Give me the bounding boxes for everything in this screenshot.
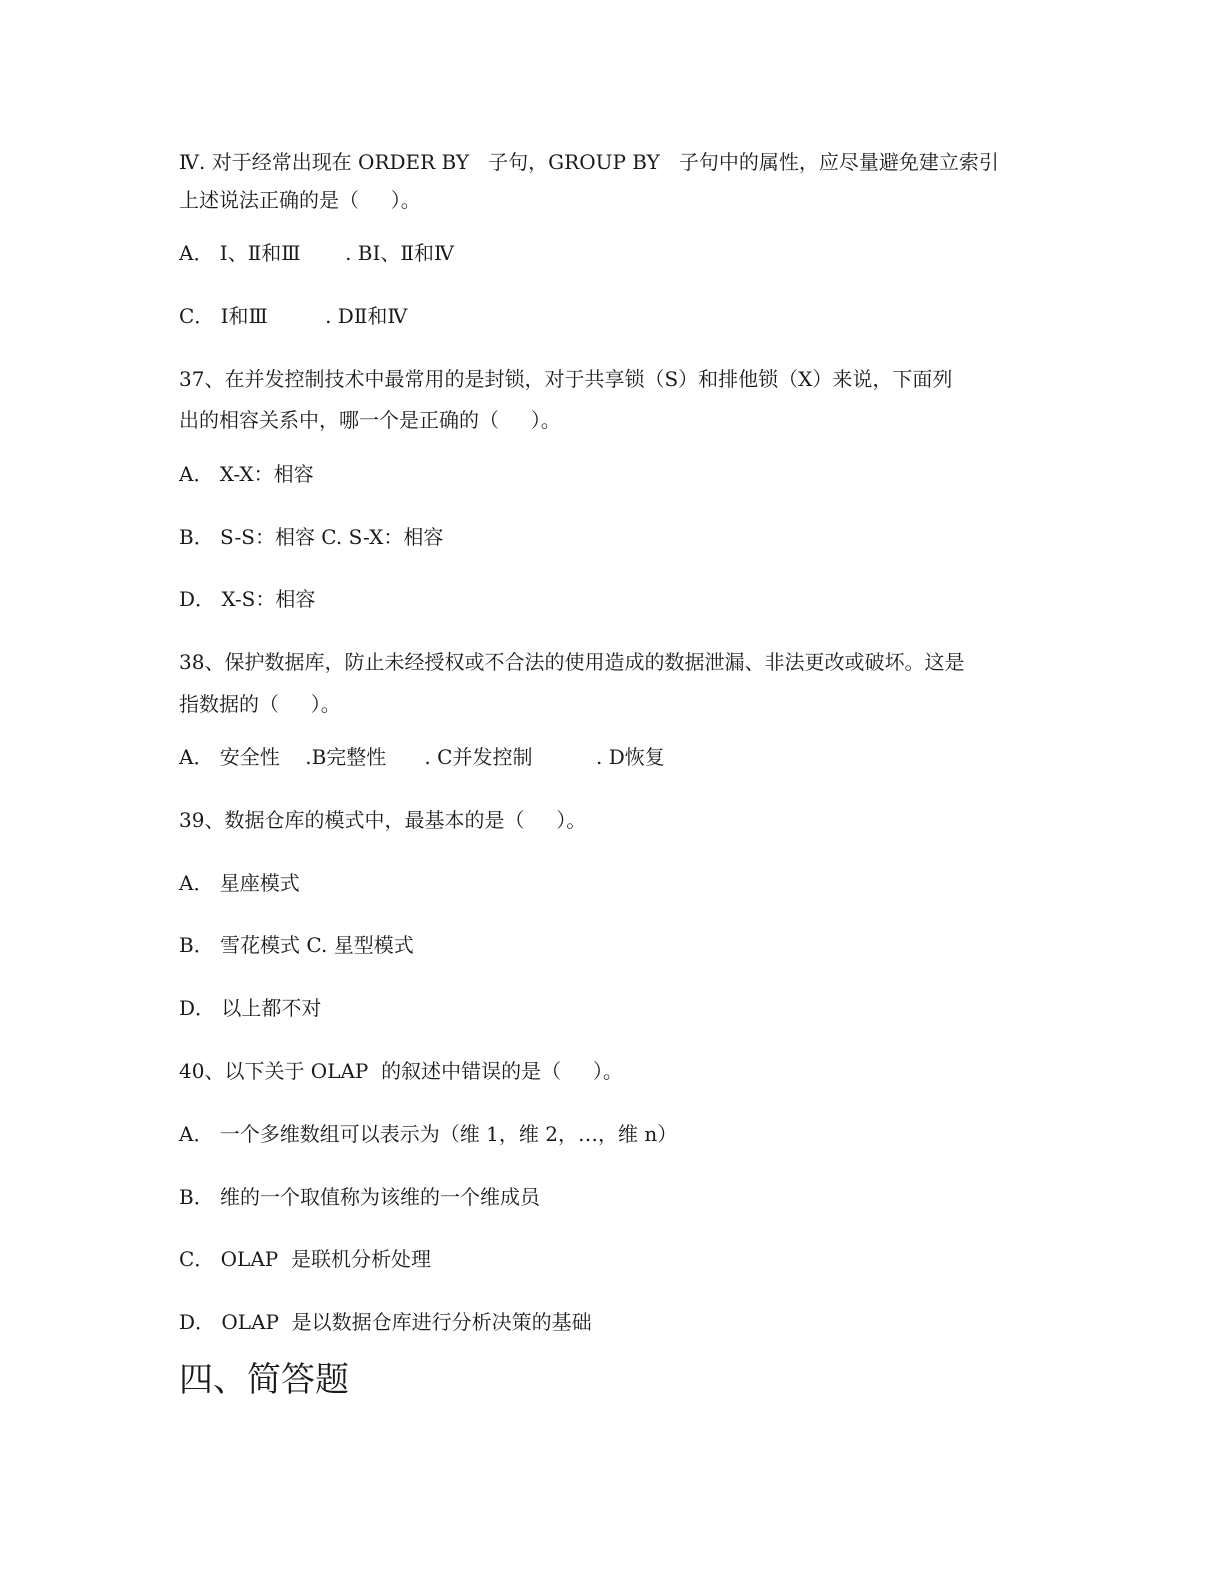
option-line: B． S-S：相容 C. S-X：相容	[179, 525, 444, 549]
question-37: 37、在并发控制技术中最常用的是封锁，对于共享锁（S）和排他锁（X）来说，下面列	[179, 367, 953, 391]
option-line: A． 星座模式	[179, 871, 300, 895]
question-39: 39、数据仓库的模式中，最基本的是（ ）。	[179, 808, 587, 832]
text-line: 指数据的（ ）。	[179, 692, 341, 716]
text-line: Ⅳ. 对于经常出现在 ORDER BY 子句，GROUP BY 子句中的属性，应尽量避免建立索引	[179, 150, 999, 174]
section-heading: 四、简答题	[179, 1360, 349, 1400]
option-line: B． 雪花模式 C. 星型模式	[179, 933, 414, 957]
text-line: 出的相容关系中，哪一个是正确的（ ）。	[179, 408, 561, 432]
option-line: A． 安全性 .B完整性 . C并发控制 . D恢复	[179, 745, 665, 769]
option-line: D． X-S：相容	[179, 587, 316, 611]
option-line: A． 一个多维数组可以表示为（维 1，维 2，…，维 n）	[179, 1122, 678, 1146]
option-line: A． X-X：相容	[179, 462, 314, 486]
option-line: C． OLAP 是联机分析处理	[179, 1247, 431, 1271]
option-line: A． Ⅰ、Ⅱ和Ⅲ . BⅠ、Ⅱ和Ⅳ	[179, 241, 454, 265]
option-line: B． 维的一个取值称为该维的一个维成员	[179, 1185, 541, 1209]
text-line: 上述说法正确的是（ ）。	[179, 188, 421, 212]
option-line: D． 以上都不对	[179, 996, 322, 1020]
option-line: C． Ⅰ和Ⅲ . DⅡ和Ⅳ	[179, 304, 408, 328]
option-line: D． OLAP 是以数据仓库进行分析决策的基础	[179, 1310, 592, 1334]
question-40: 40、以下关于 OLAP 的叙述中错误的是（ ）。	[179, 1059, 623, 1083]
question-38: 38、保护数据库，防止未经授权或不合法的使用造成的数据泄漏、非法更改或破坏。这是	[179, 650, 965, 674]
